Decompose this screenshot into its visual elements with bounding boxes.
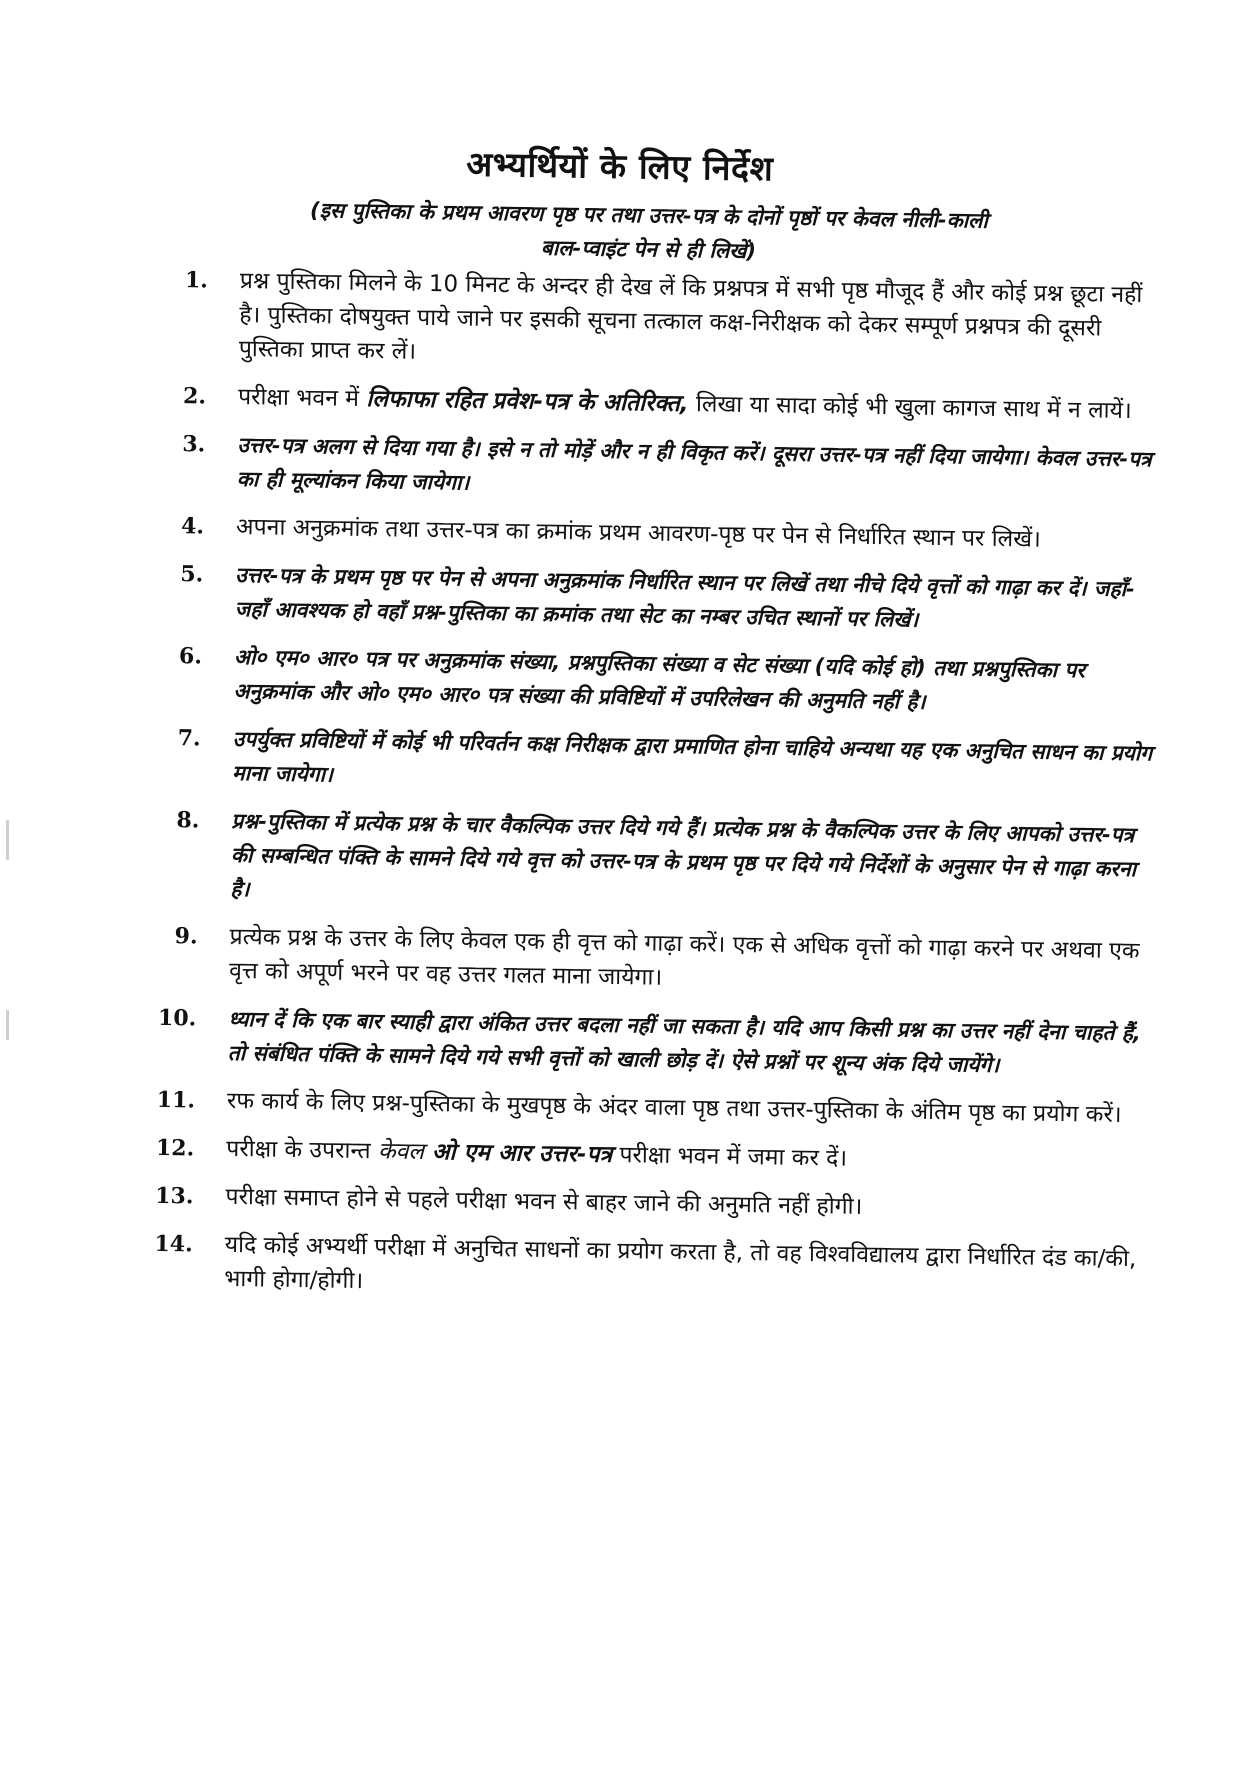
- instruction-text-part: परीक्षा भवन में जमा कर दें।: [611, 1142, 848, 1172]
- instruction-number: 1.: [184, 267, 209, 294]
- scan-edge-mark: [6, 820, 9, 860]
- instructions-list: [102, 262, 1168, 1324]
- instruction-text: प्रश्न पुस्तिका मिलने के 10 मिनट के अन्दर ही देख लें कि प्रश्नपत्र में सभी पृष्ठ मौजूद हैं और कोई प्रश्न छूटा नहीं है। पुस्तिका दोषयुक्त पाये जाने पर इसकी सूचना तत्काल कक्ष-निरीक्षक को देकर सम्पूर्ण प्रश्नपत्र की दूसरी पुस्तिका प्राप्त कर लें।: [238, 268, 1143, 365]
- instruction-text: रफ कार्य के लिए प्रश्न-पुस्तिका के मुखपृष्ठ के अंदर वाला पृष्ठ तथा उत्तर-पुस्तिका के अंतिम पृष्ठ का प्रयोग करें।: [226, 1087, 1122, 1128]
- instruction-number: 3.: [182, 431, 206, 458]
- instruction-number: 2.: [182, 383, 207, 410]
- instruction-item-8: [108, 802, 1159, 920]
- instruction-text-part: परीक्षा भवन में: [237, 384, 367, 413]
- instruction-emphasis: ओ एम आर उत्तर-पत्र: [423, 1139, 613, 1168]
- instruction-item-9: [107, 918, 1158, 1002]
- instruction-number: 6.: [178, 643, 203, 670]
- page-title: अभ्यर्थियों के लिए निर्देश: [465, 144, 774, 190]
- instruction-text: ध्यान दें कि एक बार स्याही द्वारा अंकित उत्तर बदला नहीं जा सकता है। यदि आप किसी प्रश्न का उत्तर नहीं देना चाहते हैं, तो संबंधित पंक्ति के सामने दिये गये सभी वृत्तों को खाली छोड़ दें। ऐसे प्रश्नों पर शून्य अंक दिये जायेंगे।: [227, 1006, 1142, 1078]
- instruction-item-3: [115, 426, 1166, 510]
- instruction-text: अपना अनुक्रमांक तथा उत्तर-पत्र का क्रमांक प्रथम आवरण-पृष्ठ पर पेन से निर्धारित स्थान पर लिखें।: [235, 514, 1041, 553]
- instruction-text: [238, 380, 1166, 429]
- instruction-item-1: [117, 262, 1168, 380]
- instruction-emphasis: लिफाफा रहित प्रवेश-पत्र के अतिरिक्त,: [366, 386, 689, 418]
- instruction-text: उपर्युक्त प्रविष्टियों में कोई भी परिवर्तन कक्ष निरीक्षक द्वारा प्रमाणित होना चाहिये अन्यथा यह एक अनुचित साधन का प्रयोग माना जायेगा।: [231, 726, 1153, 787]
- instruction-text: प्रत्येक प्रश्न के उत्तर के लिए केवल एक ही वृत्त को गाढ़ा करें। एक से अधिक वृत्तों को गाढ़ा करने पर अथवा एक वृत्त को अपूर्ण भरने पर वह उत्तर गलत माना जायेगा।: [228, 923, 1140, 991]
- instruction-number: 10.: [157, 1004, 197, 1032]
- instruction-item-14: [102, 1226, 1153, 1310]
- instruction-number: 8.: [176, 807, 200, 834]
- page-subtitle: (इस पुस्तिका के प्रथम आवरण पृष्ठ पर तथा उत्तर-पत्र के दोनों पृष्ठों पर केवल नीली-काली बाल-प्वाइंट पेन से ही लिखें): [309, 198, 989, 264]
- instruction-number: 7.: [177, 725, 201, 752]
- instruction-number: 14.: [154, 1230, 193, 1258]
- instruction-number: 13.: [155, 1182, 194, 1210]
- instruction-number: 12.: [155, 1134, 195, 1162]
- instruction-text: उत्तर-पत्र अलग से दिया गया है। इसे न तो मोड़ें और न ही विकृत करें। दूसरा उत्तर-पत्र नहीं दिया जायेगा। केवल उत्तर-पत्र का ही मूल्यांकन किया जायेगा।: [236, 433, 1152, 495]
- instruction-italic: केवल: [377, 1138, 425, 1166]
- instruction-number: 4.: [180, 513, 205, 540]
- instruction-text: प्रश्न-पुस्तिका में प्रत्येक प्रश्न के चार वैकल्पिक उत्तर दिये गये हैं। प्रत्येक प्रश्न के वैकल्पिक उत्तर के लिए आपको उत्तर-पत्र की सम्बन्धित पंक्ति के सामने दिये गये वृत्त को उत्तर-पत्र के प्रथम पृष्ठ पर दिये गये निर्देशों के अनुसार पेन से गाढ़ा करना है।: [230, 808, 1137, 902]
- instruction-text-part: परीक्षा के उपरान्त: [226, 1135, 379, 1165]
- instruction-item-11: [105, 1082, 1155, 1132]
- instruction-text-part: लिखा या सादा कोई भी खुला कागज साथ में न लायें।: [688, 391, 1132, 425]
- instruction-text: [226, 1132, 1154, 1181]
- scan-edge-mark: [6, 1010, 9, 1040]
- instruction-item-4: [114, 508, 1164, 558]
- instruction-text: ओ० एम० आर० पत्र पर अनुक्रमांक संख्या, प्रश्नपुस्तिका संख्या व सेट संख्या (यदि कोई हो) तथा प्रश्नपुस्तिका पर अनुक्रमांक और ओ० एम० आर० पत्र संख्या की प्रविष्टियों में उपरिलेखन की अनुमति नहीं है।: [233, 645, 1086, 714]
- instruction-item-13: [103, 1178, 1153, 1228]
- instruction-text: यदि कोई अभ्यर्थी परीक्षा में अनुचित साधनों का प्रयोग करता है, तो वह विश्वविद्यालय द्वारा निर्धारित दंड का/की, भागी होगा/होगी।: [224, 1231, 1137, 1295]
- instruction-item-6: [111, 638, 1162, 722]
- instruction-number: 11.: [156, 1086, 196, 1114]
- instruction-number: 9.: [174, 923, 198, 950]
- instruction-item-12: [104, 1130, 1154, 1180]
- instruction-number: 5.: [180, 561, 204, 588]
- instruction-item-10: [106, 1000, 1157, 1084]
- instruction-item-5: [112, 556, 1163, 640]
- instruction-text: परीक्षा समाप्त होने से पहले परीक्षा भवन से बाहर जाने की अनुमति नहीं होगी।: [225, 1183, 863, 1220]
- instruction-text: उत्तर-पत्र के प्रथम पृष्ठ पर पेन से अपना अनुक्रमांक निर्धारित स्थान पर लिखें तथा नीचे दिये वृत्तों को गाढ़ा कर दें। जहाँ-जहाँ आवश्यक हो वहाँ प्रश्न-पुस्तिका का क्रमांक तथा सेट का नम्बर उचित स्थानों पर लिखें।: [234, 563, 1135, 632]
- instruction-item-7: [110, 720, 1161, 804]
- instruction-item-2: [116, 378, 1166, 428]
